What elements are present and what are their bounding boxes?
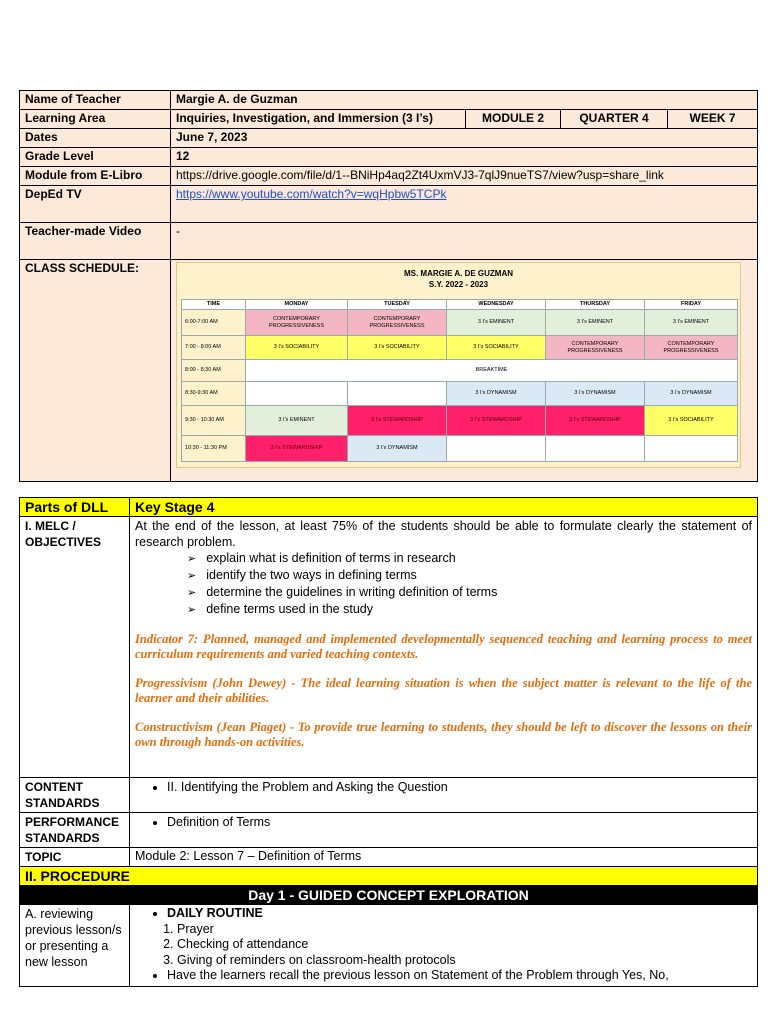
schedule-cell: 3 I’s SOCIABILITY — [645, 406, 738, 436]
content-standards-value: • II. Identifying the Problem and Asking the Question — [167, 779, 752, 795]
schedule-cell: CONTEMPORARY PROGRESSIVENESS — [348, 310, 447, 336]
schedule-time: 10:30 - 11:30 PM — [182, 436, 246, 462]
grade-value: 12 — [171, 148, 758, 167]
objective-item: ➢ determine the guidelines in writing definition of terms — [187, 584, 752, 601]
schedule-school-year: S.Y. 2022 - 2023 — [428, 280, 489, 289]
schedule-cell: 3 I’s STEWARDSHIP — [447, 406, 546, 436]
daily-routine-title: • DAILY ROUTINE — [167, 906, 752, 922]
quarter-cell: QUARTER 4 — [561, 110, 668, 129]
progressivism-text: Progressivism (John Dewey) - The ideal learning situation is when the subject matter is relevant to the life of the learner and their abilities. — [135, 676, 752, 705]
daily-routine — [135, 906, 752, 922]
schedule-header-row — [182, 300, 738, 310]
dates-label: Dates — [20, 129, 171, 148]
schedule-header: TUESDAY — [348, 300, 447, 310]
schedule-row — [182, 406, 738, 436]
class-schedule — [176, 262, 741, 468]
schedule-row — [182, 336, 738, 360]
indicator-text: Indicator 7: Planned, managed and implemented developmentally sequenced teaching and learning process to meet curriculum requirements and varied teaching contexts. — [135, 632, 752, 661]
schedule-cell-empty — [246, 382, 348, 406]
teacher-video-label: Teacher-made Video — [20, 223, 171, 260]
melc-objectives-label: I. MELC / OBJECTIVES — [20, 517, 130, 778]
schedule-row — [182, 436, 738, 462]
schedule-cell: 3 I’s DYNAMISM — [645, 382, 738, 406]
schedule-header: FRIDAY — [645, 300, 738, 310]
routine-item: 1. Prayer — [177, 922, 752, 938]
schedule-cell-empty — [348, 382, 447, 406]
schedule-cell-empty — [546, 436, 645, 462]
teacher-video-value: - — [171, 223, 758, 260]
teacher-label: Name of Teacher — [20, 91, 171, 110]
grade-label: Grade Level — [20, 148, 171, 167]
schedule-cell: 3 I’s EMINENT — [246, 406, 348, 436]
routine-item: 3. Giving of reminders on classroom-health protocols — [177, 953, 752, 969]
constructivism-text: Constructivism (Jean Piaget) - To provide true learning to students, they should be left to discover the lessons on their own through hands-on activities. — [135, 720, 752, 749]
performance-standards-value: • Definition of Terms — [167, 814, 752, 830]
routine-list — [135, 922, 752, 969]
schedule-time: 8:00 - 8:30 AM — [182, 360, 246, 382]
topic-value: Module 2: Lesson 7 – Definition of Terms — [130, 848, 758, 867]
module-cell: MODULE 2 — [466, 110, 561, 129]
learning-area-label: Learning Area — [20, 110, 171, 129]
dates-value: June 7, 2023 — [171, 129, 758, 148]
content-standards-label: CONTENT STANDARDS — [20, 778, 130, 813]
week-cell: WEEK 7 — [668, 110, 758, 129]
review-lesson-label: A. reviewing previous lesson/s or presenting a new lesson — [20, 905, 130, 987]
deped-tv-link[interactable]: https://www.youtube.com/watch?v=wqHpbw5TCPk — [176, 187, 447, 201]
schedule-breaktime: BREAKTIME — [246, 360, 738, 382]
module-elibro-label: Module from E-Libro — [20, 167, 171, 186]
procedure-header: II. PROCEDURE — [20, 867, 758, 886]
day1-header: Day 1 - GUIDED CONCEPT EXPLORATION — [20, 886, 758, 905]
key-stage-header: Key Stage 4 — [130, 498, 758, 517]
schedule-cell: 3 I’s EMINENT — [447, 310, 546, 336]
teacher-value: Margie A. de Guzman — [171, 91, 758, 110]
schedule-cell: 3 I’s SOCIABILITY — [348, 336, 447, 360]
schedule-cell: CONTEMPORARY PROGRESSIVENESS — [546, 336, 645, 360]
objectives-list — [135, 550, 752, 618]
schedule-cell: 3 I’s STEWARDSHIP — [246, 436, 348, 462]
schedule-cell-empty — [447, 436, 546, 462]
schedule-header: THURSDAY — [546, 300, 645, 310]
schedule-cell: 3 I’s DYNAMISM — [546, 382, 645, 406]
performance-standards-label: PERFORMANCE STANDARDS — [20, 813, 130, 848]
objective-intro: At the end of the lesson, at least 75% of the students should be able to formulate clearly the statement of research problem. — [135, 519, 752, 549]
parts-of-dll-header: Parts of DLL — [20, 498, 130, 517]
schedule-cell: CONTEMPORARY PROGRESSIVENESS — [645, 336, 738, 360]
schedule-row — [182, 310, 738, 336]
objective-item: ➢ identify the two ways in defining terms — [187, 567, 752, 584]
schedule-header: TIME — [182, 300, 246, 310]
deped-tv-label: DepEd TV — [20, 186, 171, 223]
topic-label: TOPIC — [20, 848, 130, 867]
schedule-cell: 3 I’s DYNAMISM — [447, 382, 546, 406]
schedule-row — [182, 360, 738, 382]
class-schedule-label: CLASS SCHEDULE: — [20, 260, 171, 482]
schedule-grid — [181, 299, 738, 462]
schedule-cell: 3 I’s STEWARDSHIP — [348, 406, 447, 436]
schedule-cell: 3 I’s SOCIABILITY — [246, 336, 348, 360]
dll-table — [19, 497, 758, 987]
schedule-header: WEDNESDAY — [447, 300, 546, 310]
routine-item: 2. Checking of attendance — [177, 937, 752, 953]
module-elibro-link[interactable]: https://drive.google.com/file/d/1--BNiHp4aq2Zt4UxmVJ3-7qlJ9nueTS7/view?usp=share_link — [171, 167, 758, 186]
schedule-cell-empty — [645, 436, 738, 462]
schedule-cell: 3 I’s EMINENT — [645, 310, 738, 336]
schedule-teacher-name: MS. MARGIE A. DE GUZMAN — [403, 269, 514, 278]
schedule-cell: 3 I’s SOCIABILITY — [447, 336, 546, 360]
schedule-cell: 3 I’s EMINENT — [546, 310, 645, 336]
schedule-time: 6:00-7:00 AM — [182, 310, 246, 336]
schedule-row — [182, 382, 738, 406]
schedule-time: 8:30-9:30 AM — [182, 382, 246, 406]
schedule-cell: CONTEMPORARY PROGRESSIVENESS — [246, 310, 348, 336]
schedule-time: 7:00 - 8:00 AM — [182, 336, 246, 360]
objective-item: ➢ define terms used in the study — [187, 601, 752, 618]
learning-area-value: Inquiries, Investigation, and Immersion (3 I’s) — [171, 110, 466, 129]
objective-item: ➢ explain what is definition of terms in research — [187, 550, 752, 567]
schedule-cell: 3 I’s STEWARDSHIP — [546, 406, 645, 436]
schedule-cell: 3 I’s DYNAMISM — [348, 436, 447, 462]
recall-text: • Have the learners recall the previous lesson on Statement of the Problem through Yes, No, — [167, 968, 752, 984]
schedule-header: MONDAY — [246, 300, 348, 310]
recall-list — [135, 968, 752, 984]
schedule-time: 9:30 - 10:30 AM — [182, 406, 246, 436]
